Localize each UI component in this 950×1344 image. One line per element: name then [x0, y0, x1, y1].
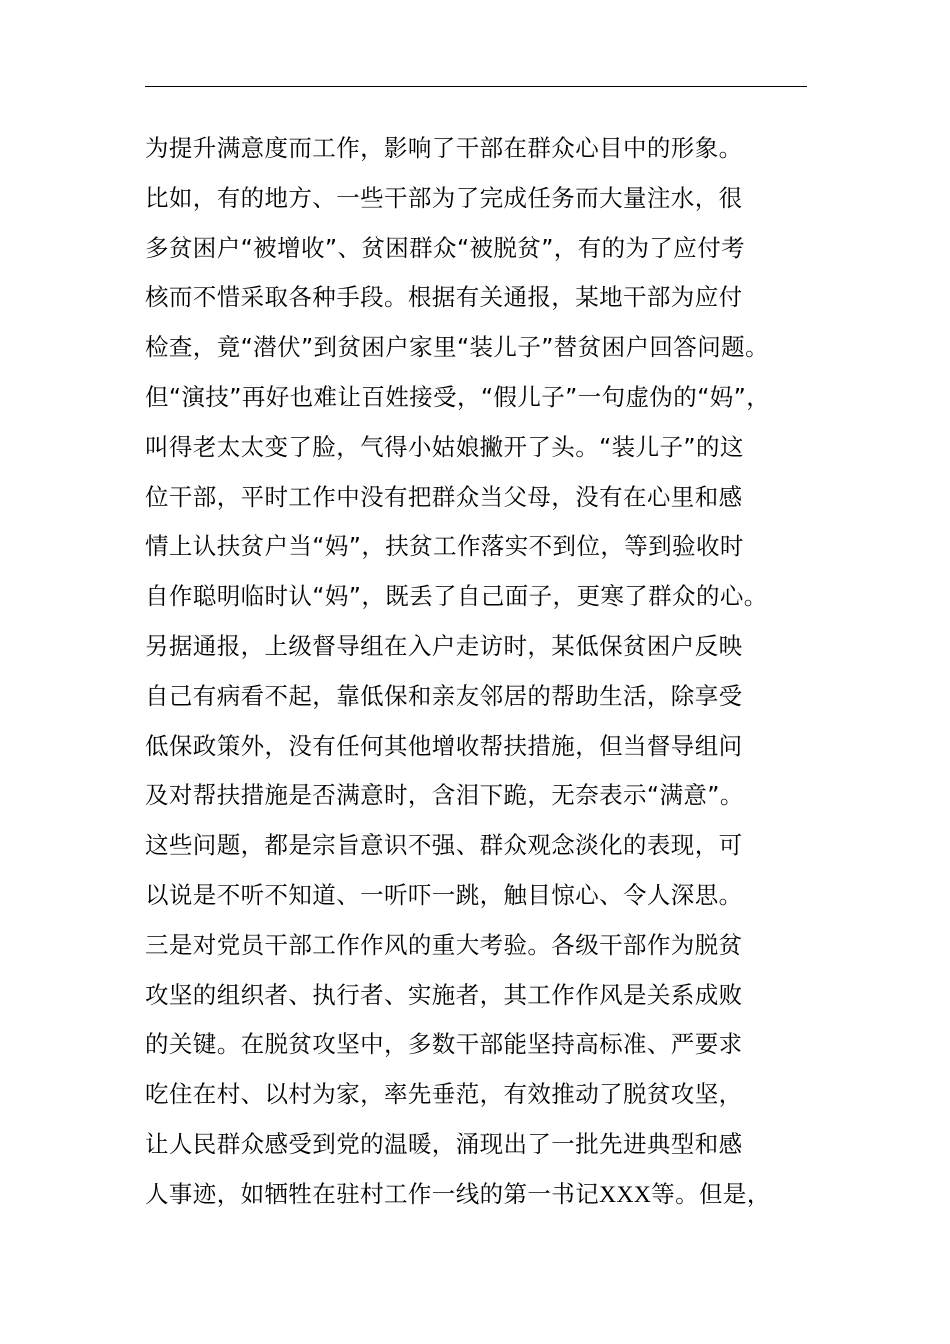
text-line: 三是对党员干部工作作风的重大考验。各级干部作为脱贫 — [145, 930, 743, 959]
last-line-after: 等。但是， — [651, 1179, 771, 1208]
body-text — [145, 124, 845, 1220]
text-line: 核而不惜采取各种手段。根据有关通报，某地干部为应付 — [145, 283, 743, 312]
text-line: 以说是不听不知道、一听吓一跳，触目惊心、令人深思。 — [145, 880, 743, 909]
last-line-before: 人事迹，如牺牲在驻村工作一线的第一书记 — [145, 1179, 600, 1208]
text-line: 这些问题，都是宗旨意识不强、群众观念淡化的表现，可 — [145, 831, 743, 860]
placeholder-name: XXX — [599, 1181, 652, 1208]
text-line: 自己有病看不起，靠低保和亲友邻居的帮助生活，除享受 — [145, 681, 743, 710]
text-line: 为提升满意度而工作，影响了干部在群众心目中的形象。 — [145, 134, 743, 162]
text-line: 多贫困户“被增收”、贫困群众“被脱贫”，有的为了应付考 — [145, 233, 745, 262]
text-line-last — [145, 1170, 845, 1220]
text-line: 的关键。在脱贫攻坚中，多数干部能坚持高标准、严要求 — [145, 1030, 743, 1059]
text-line: 但“演技”再好也难让百姓接受，“假儿子”一句虚伪的“妈”， — [145, 382, 771, 411]
text-line: 及对帮扶措施是否满意时，含泪下跪，无奈表示“满意”。 — [145, 781, 744, 810]
text-line: 比如，有的地方、一些干部为了完成任务而大量注水，很 — [145, 183, 743, 212]
text-line: 自作聪明临时认“妈”，既丢了自己面子，更寒了群众的心。 — [145, 582, 768, 611]
text-line: 检查，竟“潜伏”到贫困户家里“装儿子”替贫困户回答问题。 — [145, 333, 769, 362]
text-line: 另据通报，上级督导组在入户走访时，某低保贫困户反映 — [145, 631, 743, 660]
text-line: 让人民群众感受到党的温暖，涌现出了一批先进典型和感 — [145, 1129, 743, 1158]
text-line: 吃住在村、以村为家，率先垂范，有效推动了脱贫攻坚， — [145, 1080, 743, 1109]
text-line: 攻坚的组织者、执行者、实施者，其工作作风是关系成败 — [145, 980, 743, 1009]
header-rule — [145, 86, 807, 87]
text-line: 情上认扶贫户当“妈”，扶贫工作落实不到位，等到验收时 — [145, 532, 744, 561]
text-line: 叫得老太太变了脸，气得小姑娘撇开了头。“装儿子”的这 — [145, 432, 744, 461]
text-line: 低保政策外，没有任何其他增收帮扶措施，但当督导组问 — [145, 731, 743, 760]
text-line: 位干部，平时工作中没有把群众当父母，没有在心里和感 — [145, 482, 743, 511]
